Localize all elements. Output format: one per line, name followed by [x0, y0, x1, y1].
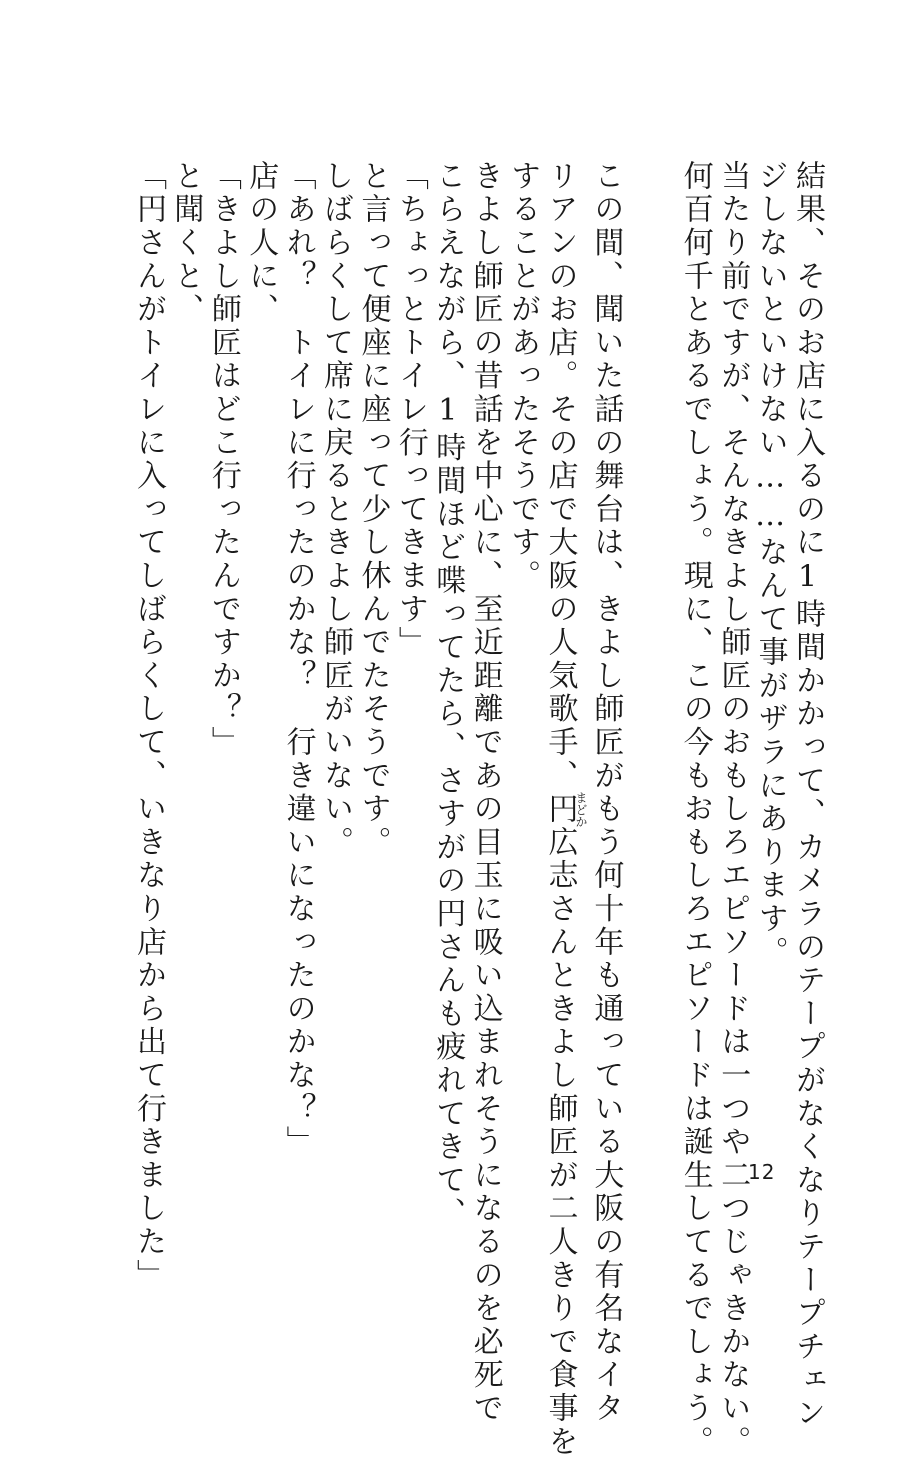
text-line: 結果、そのお店に入るのに1時間かかって、カメラのテープがなくなりテープチェン: [790, 160, 825, 1431]
dialogue-line: 「きよし師匠はどこ行ったんですか？」: [205, 160, 241, 760]
text-line: と言って便座に座って少し休んでたそうです。: [355, 160, 391, 860]
text-line: と聞くと、: [168, 160, 204, 327]
text-line: きよし師匠の昔話を中心に、至近距離であの目玉に吸い込まれそうになるのを必死で: [467, 160, 503, 1426]
text-line: 何百何千とあるでしょう。現に、この今もおもしろエピソードは誕生してるでしょう。: [677, 160, 713, 1459]
dialogue-line: 「ちょっとトイレ行ってきます」: [392, 160, 428, 660]
text-segment: リアンのお店。その店で大阪の人気歌手、: [542, 160, 578, 793]
text-line: この間、聞いた話の舞台は、きよし師匠がもう何十年も通っている大阪の有名なイタ: [588, 160, 624, 1426]
text-line: しばらくして席に戻るときよし師匠がいない。: [318, 160, 354, 860]
text-line: することがあったそうです。: [505, 160, 541, 593]
text-segment: 広志さんときよし師匠が二人きりで食事を: [542, 826, 578, 1459]
text-line: 当たり前ですが、そんなきよし師匠のおもしろエピソードは一つや二つじゃきかない。: [715, 160, 751, 1459]
paragraph-gap: [624, 160, 676, 1020]
text-line-with-ruby: [541, 160, 588, 1459]
ruby-reading: まどか: [573, 791, 588, 828]
text-line: 店の人に、: [243, 160, 279, 327]
furigana-ruby: [542, 791, 588, 828]
page-number: 12: [748, 1160, 776, 1184]
dialogue-line: 「円さんがトイレに入ってしばらくして、いきなり店から出て行きました」: [131, 160, 166, 1293]
text-line: こらえながら、1時間ほど喋ってたら、さすがの円さんも疲れてきて、: [430, 160, 466, 1231]
ruby-base: 円: [542, 791, 578, 828]
text-line: ジしないといけない……なんて事がザラにあります。: [752, 160, 788, 970]
dialogue-line: 「あれ？ トイレに行ったのかな？ 行き違いになったのかな？」: [280, 160, 316, 1159]
